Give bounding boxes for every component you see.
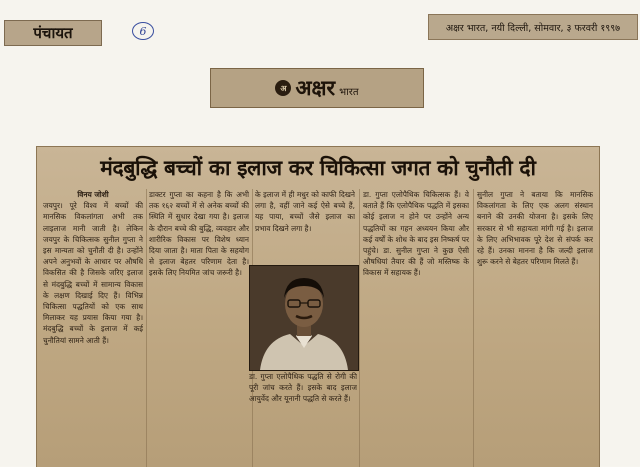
section-label: पंचायत	[4, 20, 102, 46]
article-byline: विनय जोशी	[77, 190, 109, 199]
article-column	[255, 189, 355, 261]
article-column	[43, 189, 143, 467]
column-divider	[146, 189, 147, 467]
article-column	[249, 371, 357, 467]
masthead-title: अक्षर	[295, 75, 336, 100]
article-headline: मंदबुद्धि बच्चों का इलाज कर चिकित्सा जगत को चुनौती दी	[100, 155, 536, 180]
column-text: डाक्टर गुप्ता का कहना है कि अभी तक १६२ बच्चों में से अनेक बच्चों की स्थिति में सुधार देखा गया है। इलाज के दौरान बच्चे की बुद्धि, व्यवहार और शारीरिक विकास पर विशेष ध्यान दिया जाता है। माता पिता के सहयोग से इलाज बेहतर परिणाम देता है। इसके लिए नियमित जांच जरूरी है।	[149, 190, 249, 278]
column-text: सुनील गुप्ता ने बताया कि मानसिक विकलांगता के लिए एक अलग संस्थान बनाने की उनकी योजना है। इसके लिए सरकार से भी सहायता मांगी गई है। इलाज के लिए अभिभावक पूरे देश से संपर्क कर रहे हैं। उनका मानना है कि जल्दी इलाज शुरू करने से बेहतर परिणाम मिलते हैं।	[477, 190, 593, 267]
column-divider	[473, 189, 474, 467]
column-text: डा. गुप्ता एलोपैथिक चिकित्सक हैं। वे बताते हैं कि एलोपैथिक पद्धति में इसका कोई इलाज न होने पर उन्होंने अन्य पद्धतियों का गहन अध्ययन किया और कई वर्षों के शोध के बाद इस निष्कर्ष पर पहुंचे। डा. सुनील गुप्ता ने कुछ ऐसी औषधियां तैयार की हैं जो मस्तिष्क के विकास में सहायक हैं।	[363, 190, 469, 278]
column-text: के इलाज में ही मधुर को काफी दिखने लगा है, वहीं जाने कई ऐसे बच्चे हैं, यह पाया, बच्चों जैसे इलाज का प्रभाव दिखने लगा है।	[255, 190, 355, 233]
column-text: जयपुर। पूरे विश्व में बच्चों की मानसिक विकलांगता अभी तक लाइलाज मानी जाती है। लेकिन जयपुर के चिकित्सक सुनील गुप्ता ने इस मान्यता को चुनौती दी है। उन्होंने अपने अनुभवों के आधार पर औषधि विकसित की है जिसके जरिए इलाज से मंदबुद्धि बच्चों में सामान्य विकास के लक्षण दिखाई दिए हैं। विभिन्न चिकित्सा पद्धतियों को एक साथ मिलाकर यह प्रयास किया गया है। मंदबुद्धि बच्चों के इलाज में कई चुनौतियां सामने आती हैं।	[43, 201, 143, 345]
column-divider	[359, 189, 360, 467]
article-column	[149, 189, 249, 467]
doctor-photo	[249, 265, 359, 371]
column-text: डा. गुप्ता एलोपैथिक पद्धति से रोगी की पूरी जांच करते हैं। इसके बाद इलाज आयुर्वेद और यूनानी पद्धति से करते हैं।	[249, 372, 357, 404]
article-column	[363, 189, 469, 467]
news-clipping	[36, 146, 600, 467]
newspaper-masthead	[210, 68, 424, 108]
page-number: 6	[132, 22, 154, 40]
dateline: अक्षर भारत, नयी दिल्ली, सोमवार, ३ फरवरी १९९७	[428, 14, 638, 40]
doctor-portrait-image	[250, 266, 358, 370]
masthead-subtitle: भारत	[339, 87, 359, 98]
newspaper-logo-icon: अ	[275, 80, 291, 96]
article-column	[477, 189, 593, 467]
